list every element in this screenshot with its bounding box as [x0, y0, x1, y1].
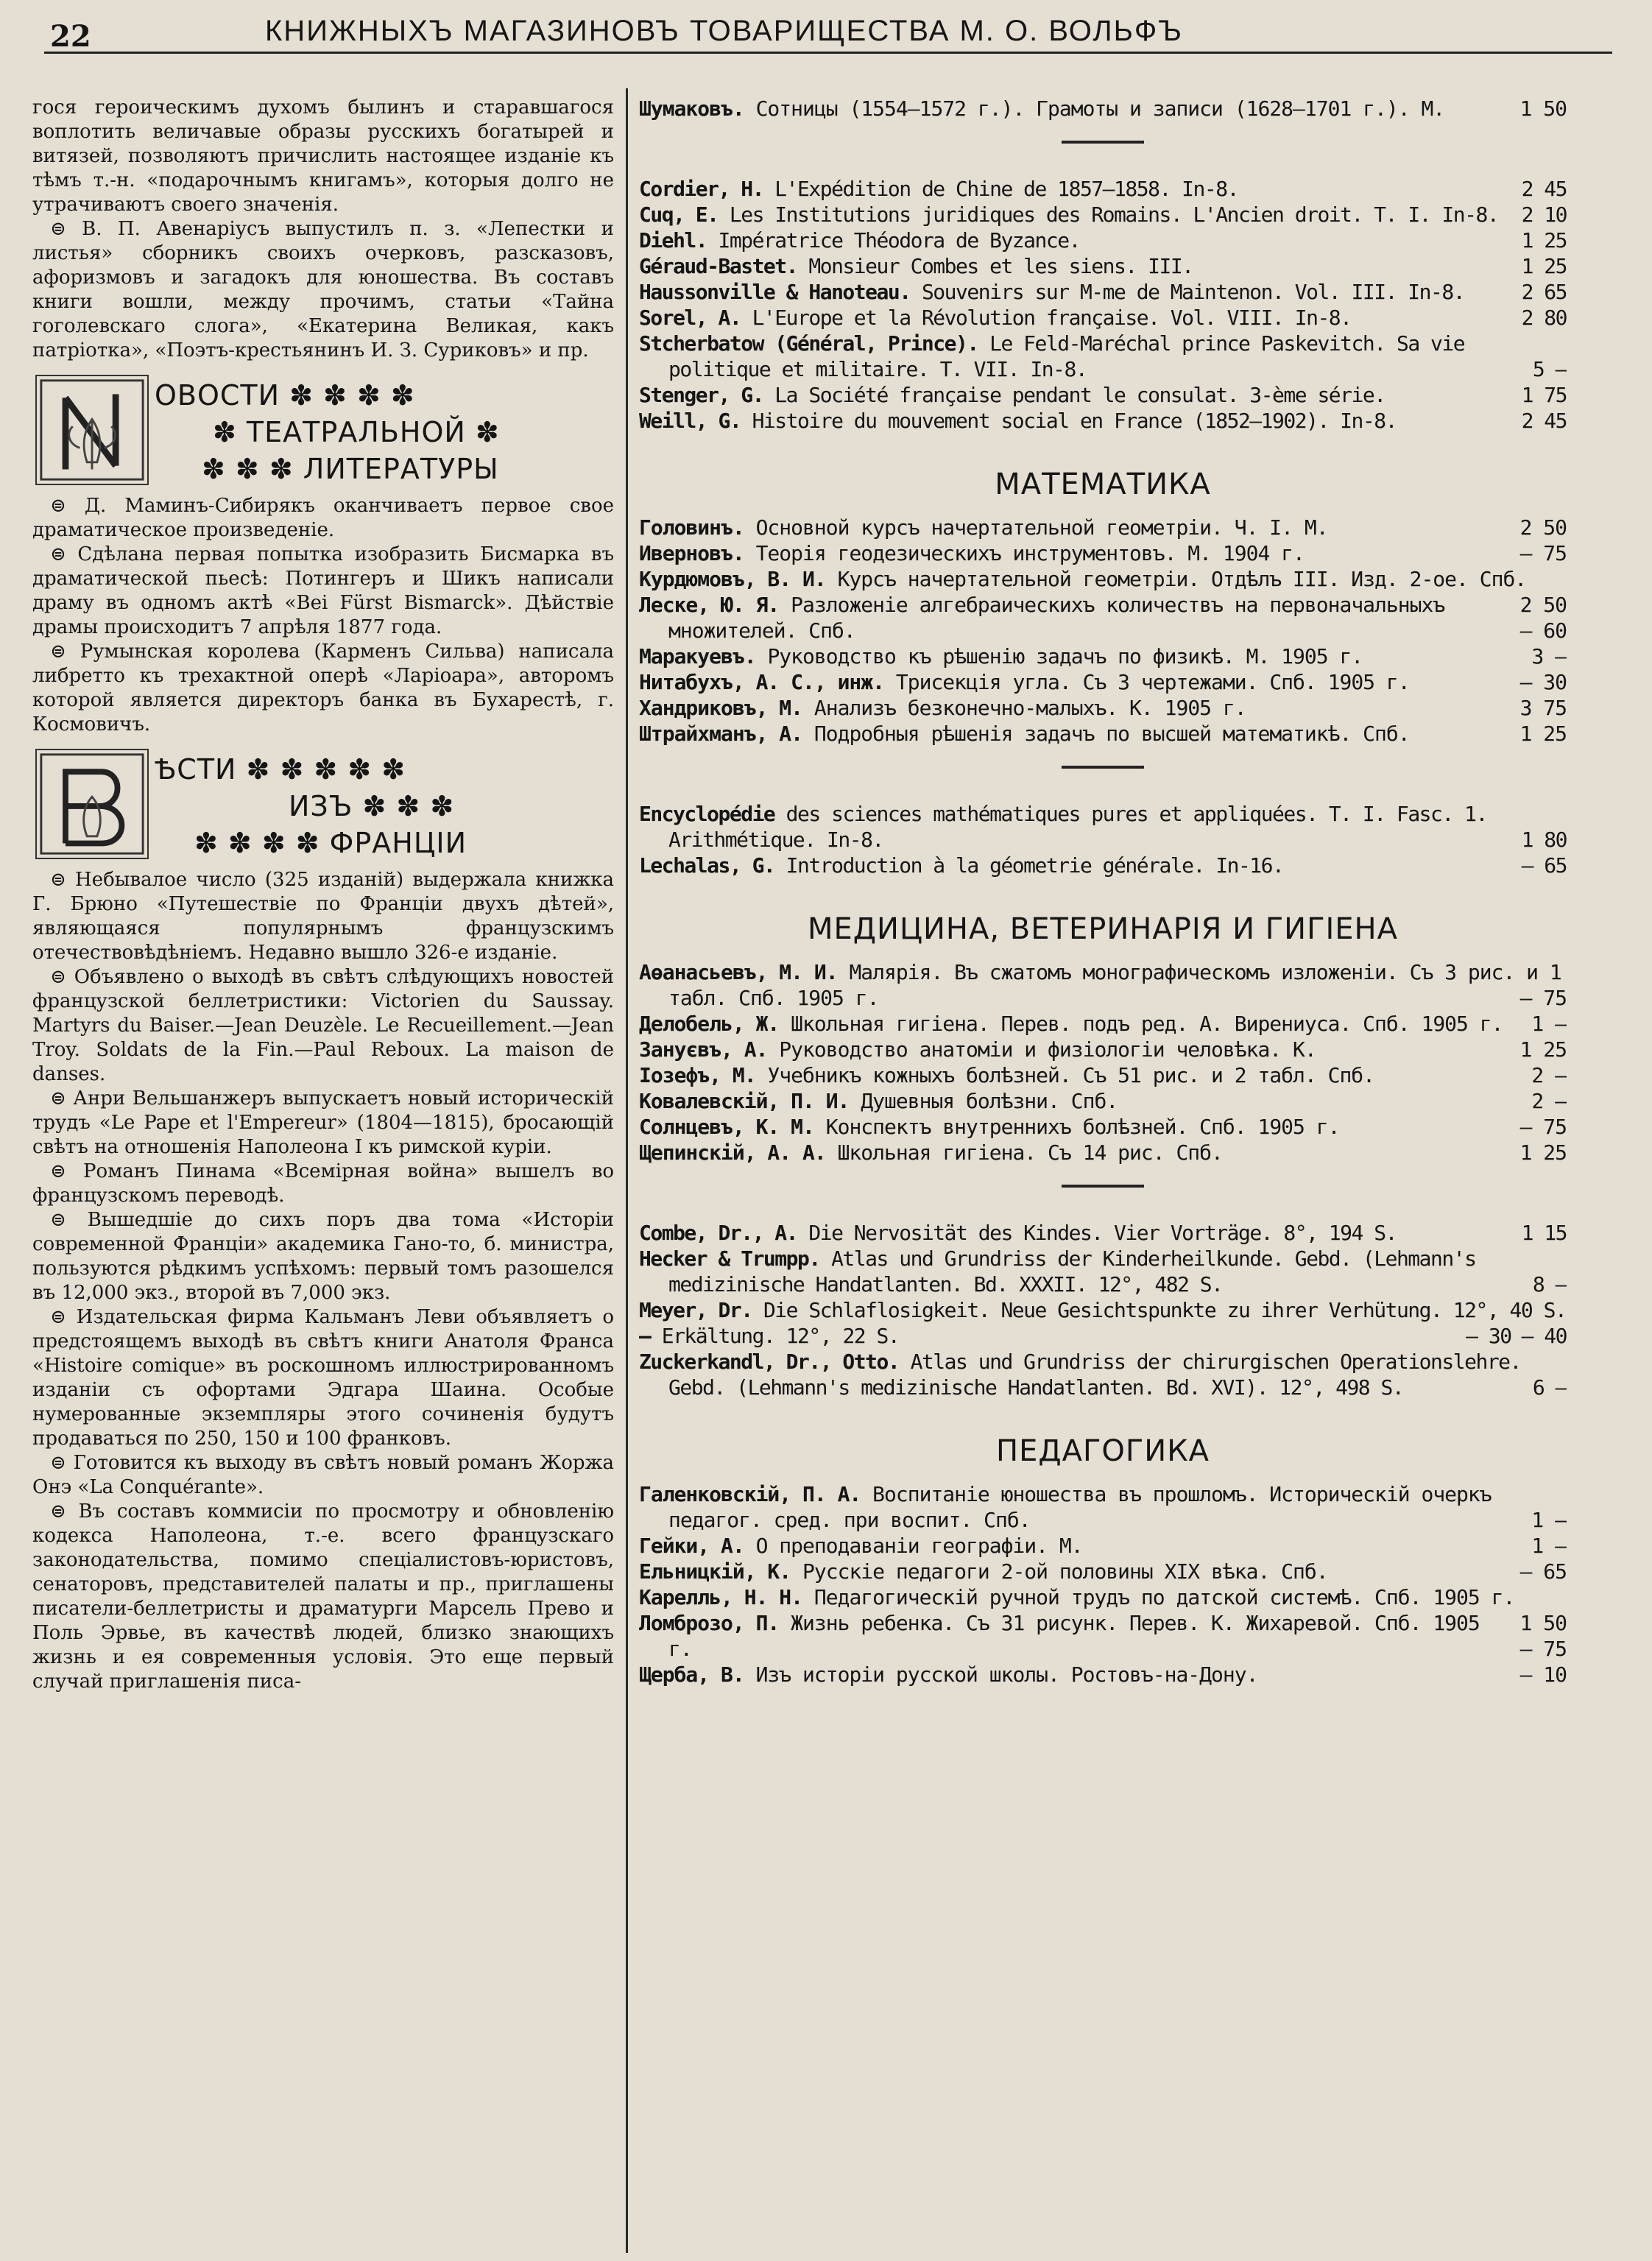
catalog-entry: [639, 331, 1567, 382]
entry-author: Lechalas, G.: [639, 853, 775, 878]
entry-author: Курдюмовъ, В. И.: [639, 567, 826, 591]
entry-author: Іозефъ, М.: [639, 1063, 756, 1087]
entry-price: — 75: [1519, 541, 1567, 565]
entry-price: 1 50: [1519, 1611, 1567, 1635]
catalog-entry: [639, 1323, 1567, 1349]
entry-price: — 65: [1521, 853, 1567, 878]
entry-text: Трисекція угла. Съ 3 чертежами. Спб. 1905 г.: [895, 670, 1410, 694]
entry-text: Малярія. Въ сжатомъ монографическомъ изложеніи. Съ 3 рис. и 1 табл. Спб. 1905 г.: [668, 960, 1561, 1010]
entry-text: Изъ исторіи русской школы. Ростовъ-на-Дону.: [755, 1662, 1258, 1687]
category-heading-pedagogy: ПЕДАГОГИКА: [996, 1434, 1210, 1468]
entry-text: Souvenirs sur M-me de Maintenon. Vol. III. In-8.: [921, 280, 1465, 304]
catalog-entry: [639, 1062, 1567, 1088]
catalog-entry: [639, 959, 1567, 1011]
catalog-entry: [639, 1610, 1567, 1662]
catalog-entry: [639, 202, 1567, 227]
entry-text: Русскіе педагоги 2-ой половины XIX вѣка. Спб.: [802, 1559, 1328, 1584]
catalog-entry: [639, 669, 1567, 695]
catalog-entry: [639, 721, 1567, 747]
catalog-entry: [639, 253, 1567, 279]
entry-text: Les Institutions juridiques des Romains. L'Ancien droit. T. I. In-8.: [729, 202, 1499, 227]
entry-price: — 30: [1466, 1324, 1511, 1348]
catalog-entry: [639, 305, 1567, 331]
entry-price: 1 80: [1521, 828, 1567, 852]
catalog-entry: [639, 1559, 1567, 1584]
catalog-entry: [639, 515, 1567, 540]
entry-text: Подробныя рѣшенія задачъ по высшей математикѣ. Спб.: [813, 722, 1410, 746]
entry-price: 1 25: [1519, 1140, 1567, 1165]
entry-price: 1 25: [1521, 228, 1567, 253]
entry-price: 3 —: [1531, 644, 1567, 669]
entry-author: Зануєвъ, А.: [639, 1037, 768, 1062]
entry-author: Головинъ.: [639, 515, 744, 540]
catalog-entry: [639, 643, 1567, 669]
catalog-entry: [639, 801, 1567, 853]
entry-price: 1 50: [1519, 96, 1567, 121]
entry-author: Иверновъ.: [639, 541, 744, 565]
catalog-entry: [639, 592, 1567, 643]
entry-text: Impératrice Théodora de Byzance.: [718, 228, 1080, 253]
entry-price: 2 45: [1521, 177, 1567, 201]
section-separator: [1062, 141, 1144, 144]
entry-price: 1 15: [1521, 1221, 1567, 1245]
entry-author: Cordier, H.: [639, 177, 763, 201]
france-heading-line: ѢСТИ ✽ ✽ ✽ ✽ ✽: [155, 753, 406, 786]
catalog-entry: [639, 1349, 1567, 1400]
entry-text: Учебникъ кожныхъ болѣзней. Съ 51 рис. и 2 табл. Спб.: [767, 1063, 1375, 1087]
catalog-entry: [639, 176, 1567, 202]
entry-text: Monsieur Combes et les siens. III.: [808, 254, 1193, 278]
entry-price: 1 75: [1521, 383, 1567, 407]
entry-price: 2 50: [1519, 593, 1567, 617]
entry-price: 6 —: [1532, 1375, 1567, 1400]
catalog-entry: [639, 1037, 1567, 1062]
entry-text: L'Europe et la Révolution française. Vol. VIII. In-8.: [752, 306, 1352, 330]
theatre-heading-line: ОВОСТИ ✽ ✽ ✽ ✽: [155, 379, 415, 412]
entry-author: Галенковскій, П. А.: [639, 1482, 861, 1506]
entry-text: Histoire du mouvement social en France (1852—1902). In-8.: [752, 409, 1397, 433]
entry-price: 1 25: [1521, 254, 1567, 278]
france-news-item: ⊜ Анри Вельшанжеръ выпускаетъ новый историческій трудъ «Le Pape et l'Empereur» (1804—1815), бросающій свѣтъ на отношенія Наполеона I къ римской куріи.: [32, 1087, 614, 1160]
entry-author: Нитабухъ, А. С., инж.: [639, 670, 885, 694]
entry-author: Haussonville & Hanoteau.: [639, 280, 911, 304]
entry-author: Meyer, Dr.: [639, 1298, 752, 1322]
entry-price: — 75: [1519, 986, 1567, 1010]
entry-price: — 65: [1519, 1559, 1567, 1584]
entry-author: Sorel, A.: [639, 306, 741, 330]
france-news-item: ⊜ Вышедшіе до сихъ поръ два тома «Исторіи современной Франціи» академика Гано-то, б. министра, пользуются рѣдкимъ успѣхомъ: первый томъ разошелся въ 12,000 экз., второй въ 7,000 экз.: [32, 1208, 614, 1305]
catalog-entry: [639, 96, 1567, 121]
entry-text: Анализъ безконечно-малыхъ. К. 1905 г.: [813, 696, 1246, 720]
entry-price: 3 75: [1519, 696, 1567, 720]
catalog-entry: [639, 1220, 1567, 1246]
catalog-entry: [639, 1088, 1567, 1114]
entry-author: Combe, Dr., A.: [639, 1221, 798, 1245]
entry-price: 1 25: [1519, 722, 1567, 746]
math-foreign-entries: [639, 801, 1567, 878]
entry-text: Курсъ начертательной геометріи. Отдѣлъ III. Изд. 2-ое. Спб.: [837, 567, 1527, 591]
entry-text: Die Nervosität des Kindes. Vier Vorträge. 8°, 194 S.: [808, 1221, 1397, 1245]
catalog-entry: [639, 279, 1567, 305]
entry-author: —: [639, 1324, 651, 1348]
entry-author: Щерба, В.: [639, 1662, 744, 1687]
france-news-item: ⊜ Объявлено о выходѣ въ свѣтъ слѣдующихъ новостей французской беллетристики: Victorien du Saussay. Martyrs du Baiser.—Jean Deuzèle. Le Recueillement.—Jean Troy. Soldats de la Fin.—Paul Reboux. La maison de danses.: [32, 965, 614, 1087]
entry-text: Introduction à la géometrie générale. In-16.: [786, 853, 1284, 878]
pedagogy-entries: [639, 1481, 1567, 1687]
entry-price: 2 45: [1521, 409, 1567, 433]
intro-paragraph: ⊜ В. П. Авенаріусъ выпустилъ п. з. «Лепестки и листья» сборникъ своихъ очерковъ, разсказовъ, афоризмовъ и загадокъ для юношества. Въ составъ книги вошли, между прочимъ, статьи «Тайна гоголевскаго слога», «Екатерина Великая, какъ патріотка», «Поэтъ-крестьянинъ И. З. Суриковъ» и пр.: [32, 217, 614, 363]
category-heading-medicine: МЕДИЦИНА, ВЕТЕРИНАРІЯ И ГИГІЕНА: [808, 912, 1398, 946]
ornament-v-icon: [35, 749, 149, 859]
entry-text: Воспитаніе юношества въ прошломъ. Историческій очеркъ педагог. сред. при воспит. Спб.: [668, 1482, 1492, 1532]
entry-price: 2 —: [1531, 1089, 1567, 1113]
entry-text: Die Schlaflosigkeit. Neue Gesichtspunkte zu ihrer Verhütung. 12°, 40 S.: [763, 1298, 1567, 1322]
theatre-news-item: ⊜ Румынская королева (Карменъ Сильва) написала либретто къ трехактной оперѣ «Ларіоара», авторомъ которой является директоръ банка въ Бухарестѣ, г. Космовичъ.: [32, 640, 614, 737]
entry-price: 1 —: [1531, 1012, 1567, 1036]
entry-author: Гейки, А.: [639, 1534, 744, 1558]
france-news-item: ⊜ Готовится къ выходу въ свѣтъ новый романъ Жоржа Онэ «La Conquérante».: [32, 1451, 614, 1500]
section-separator: [1062, 766, 1144, 769]
catalog-entry: [639, 853, 1567, 878]
top-entries: [639, 96, 1567, 121]
entry-author: Карелль, Н. Н.: [639, 1585, 803, 1609]
theatre-heading-line: ✽ ТЕАТРАЛЬНОЙ ✽: [213, 416, 500, 448]
france-heading-line: ✽ ✽ ✽ ✽ ФРАНЦІИ: [194, 827, 467, 859]
entry-author: Делобель, Ж.: [639, 1012, 780, 1036]
france-news-item: ⊜ Небывалое число (325 изданій) выдержала книжка Г. Брюно «Путешествіе по Франціи двухъ дѣтей», являющаяся популярнымъ французскимъ отечествовѣдѣніемъ. Недавно вышло 326-е изданіе.: [32, 868, 614, 965]
ornament-n-icon: [35, 375, 149, 485]
catalog-entry: [639, 1533, 1567, 1559]
entry-author: Хандриковъ, М.: [639, 696, 803, 720]
entry-price: — 60: [1519, 618, 1567, 643]
entry-price: 1 25: [1519, 1037, 1567, 1062]
entry-author: Штрайхманъ, А.: [639, 722, 803, 746]
entry-author: Encyclopédie: [639, 802, 775, 826]
catalog-entry: [639, 408, 1567, 434]
theatre-news-item: ⊜ Д. Маминъ-Сибирякъ оканчиваетъ первое свое драматическое произведеніе.: [32, 494, 614, 543]
catalog-entry: [639, 1246, 1567, 1297]
theatre-section-heading: [32, 372, 614, 488]
entry-text: Le Feld-Maréchal prince Paskevitch. Sa vie politique et militaire. T. VII. In-8.: [668, 331, 1465, 381]
category-heading-math: МАТЕМАТИКА: [995, 468, 1211, 501]
entry-author: Weill, G.: [639, 409, 741, 433]
entry-text: Школьная гигіена. Перев. подъ ред. А. Вирениуса. Спб. 1905 г.: [791, 1012, 1503, 1036]
catalog-entry: [639, 1011, 1567, 1037]
entry-price: 8 —: [1532, 1272, 1567, 1297]
entry-author: Stcherbatow (Général, Prince).: [639, 331, 978, 356]
catalog-entry: [639, 1662, 1567, 1687]
catalog-entry: [639, 382, 1567, 408]
entry-price: — 75: [1519, 1637, 1567, 1661]
entry-text: L'Expédition de Chine de 1857—1858. In-8.: [774, 177, 1238, 201]
page-header: [44, 9, 1612, 54]
entry-text: Школьная гигіена. Съ 14 рис. Спб.: [837, 1140, 1223, 1165]
entry-text: Основной курсъ начертательной геометріи. Ч. I. М.: [755, 515, 1328, 540]
entry-price: — 75: [1519, 1115, 1567, 1139]
left-column: [32, 96, 614, 1694]
entry-author: Ковалевскій, П. И.: [639, 1089, 850, 1113]
france-news-item: ⊜ Издательская фирма Кальманъ Леви объявляетъ о предстоящемъ выходѣ въ свѣтъ книги Анатоля Франса «Histoire comique» въ роскошномъ иллюстрированномъ изданіи съ офортами Эдгара Шаина. Особые нумерованные экземпляры этого сочиненія будутъ продаваться по 250, 150 и 100 франковъ.: [32, 1305, 614, 1451]
entry-price: 2 —: [1531, 1063, 1567, 1087]
entry-author: Леске, Ю. Я.: [639, 593, 780, 617]
math-entries: [639, 515, 1567, 747]
entry-price: — 40: [1521, 1324, 1567, 1348]
entry-author: Солнцевъ, К. М.: [639, 1115, 814, 1139]
entry-author: Cuq, E.: [639, 202, 719, 227]
france-section-heading: [32, 746, 614, 862]
catalog-entry: [639, 695, 1567, 721]
entry-author: Маракуевъ.: [639, 644, 756, 669]
entry-text: Erkältung. 12°, 22 S.: [661, 1324, 900, 1348]
page-number: 22: [50, 19, 91, 54]
entry-author: Щепинскій, А. А.: [639, 1140, 826, 1165]
entry-author: Ломброзо, П.: [639, 1611, 780, 1635]
france-news-item: ⊜ Въ составъ коммисіи по просмотру и обновленію кодекса Наполеона, т.-е. всего французскаго законодательства, помимо спеціалистовъ-юристовъ, сенаторовъ, представителей палаты и пр., приглашены писатели-беллетристы и драматурги Марсель Прево и Поль Эрвье, въ качествѣ людей, близко знающихъ жизнь и ея современныя условія. Это еще первый случай приглашенія писа-: [32, 1500, 614, 1694]
entry-text: Душевныя болѣзни. Спб.: [861, 1089, 1118, 1113]
entry-price: 1 —: [1531, 1508, 1567, 1532]
entry-text: Сотницы (1554—1572 г.). Грамоты и записи (1628—1701 г.). М.: [755, 96, 1445, 121]
entry-text: La Société française pendant le consulat. 3-ème série.: [774, 383, 1386, 407]
entry-author: Zuckerkandl, Dr., Otto.: [639, 1350, 900, 1374]
page-title: КНИЖНЫХЪ МАГАЗИНОВЪ ТОВАРИЩЕСТВА М. О. ВОЛЬФЪ: [265, 15, 1183, 47]
french-entries: [639, 176, 1567, 434]
entry-price: 2 65: [1521, 280, 1567, 304]
entry-price: 5 —: [1532, 357, 1567, 381]
entry-text: О преподаваніи географіи. М.: [755, 1534, 1083, 1558]
entry-text: Педагогическій ручной трудъ по датской системѣ. Спб. 1905 г.: [813, 1585, 1515, 1609]
entry-text: des sciences mathématiques pures et appliquées. T. I. Fasc. 1. Arithmétique. In-8.: [668, 802, 1487, 852]
theatre-heading-line: ✽ ✽ ✽ ЛИТЕРАТУРЫ: [202, 453, 499, 485]
theatre-news-item: ⊜ Сдѣлана первая попытка изобразить Бисмарка въ драматической пьесѣ: Потингеръ и Шикъ написали драму въ одномъ актѣ «Bei Fürst Bismarck». Дѣйствіе драмы происходитъ 7 апрѣля 1877 года.: [32, 543, 614, 640]
entry-text: Atlas und Grundriss der chirurgischen Operationslehre. Gebd. (Lehmann's medizinische Handatlanten. Bd. XVI). 12°, 498 S.: [668, 1350, 1521, 1400]
entry-author: Ельницкій, К.: [639, 1559, 791, 1584]
entry-text: Конспектъ внутреннихъ болѣзней. Спб. 1905 г.: [825, 1115, 1340, 1139]
catalog-entry: [639, 1140, 1567, 1165]
intro-paragraph: гося героическимъ духомъ былинъ и старавшагося воплотить величавые образы русскихъ богатырей и витязей, позволяютъ причислить настоящее изданіе къ тѣмъ т.-н. «подарочнымъ книгамъ», которыя долго не утрачиваютъ своего значенія.: [32, 96, 614, 216]
entry-price: 2 10: [1521, 202, 1567, 227]
entry-text: Разложеніе алгебраическихъ количествъ на первоначальныхъ множителей. Спб.: [668, 593, 1445, 643]
entry-author: Géraud-Bastet.: [639, 254, 798, 278]
france-heading-line: ИЗЪ ✽ ✽ ✽: [289, 790, 455, 822]
catalog-entry: [639, 1481, 1567, 1533]
entry-price: — 30: [1519, 670, 1567, 694]
entry-price: — 10: [1519, 1662, 1567, 1687]
catalog-entry: [639, 227, 1567, 253]
entry-text: Жизнь ребенка. Съ 31 рисунк. Перев. К. Жихаревой. Спб. 1905 г.: [668, 1611, 1480, 1661]
entry-price: 2 80: [1521, 306, 1567, 330]
medicine-foreign-entries: [639, 1220, 1567, 1400]
entry-text: Atlas und Grundriss der Kinderheilkunde. Gebd. (Lehmann's medizinische Handatlanten. Bd. XXXII. 12°, 482 S.: [668, 1246, 1476, 1297]
entry-text: Теорія геодезическихъ инструментовъ. М. 1904 г.: [755, 541, 1305, 565]
right-column: [639, 96, 1567, 1687]
catalog-entry: [639, 540, 1567, 566]
column-divider: [626, 88, 628, 2253]
medicine-entries: [639, 959, 1567, 1165]
entry-price: 1 —: [1531, 1534, 1567, 1558]
france-news-item: ⊜ Романъ Пинама «Всемірная война» вышелъ во французскомъ переводѣ.: [32, 1160, 614, 1208]
entry-author: Stenger, G.: [639, 383, 763, 407]
entry-author: Аѳанасьевъ, М. И.: [639, 960, 838, 984]
section-separator: [1062, 1185, 1144, 1188]
entry-text: Руководство къ рѣшенію задачъ по физикѣ. М. 1905 г.: [767, 644, 1363, 669]
entry-text: Руководство анатоміи и физіологіи человѣка. К.: [779, 1037, 1316, 1062]
catalog-entry: [639, 1114, 1567, 1140]
entry-price: 2 50: [1519, 515, 1567, 540]
entry-author: Diehl.: [639, 228, 707, 253]
entry-author: Шумаковъ.: [639, 96, 744, 121]
entry-author: Hecker & Trumpp.: [639, 1246, 820, 1271]
